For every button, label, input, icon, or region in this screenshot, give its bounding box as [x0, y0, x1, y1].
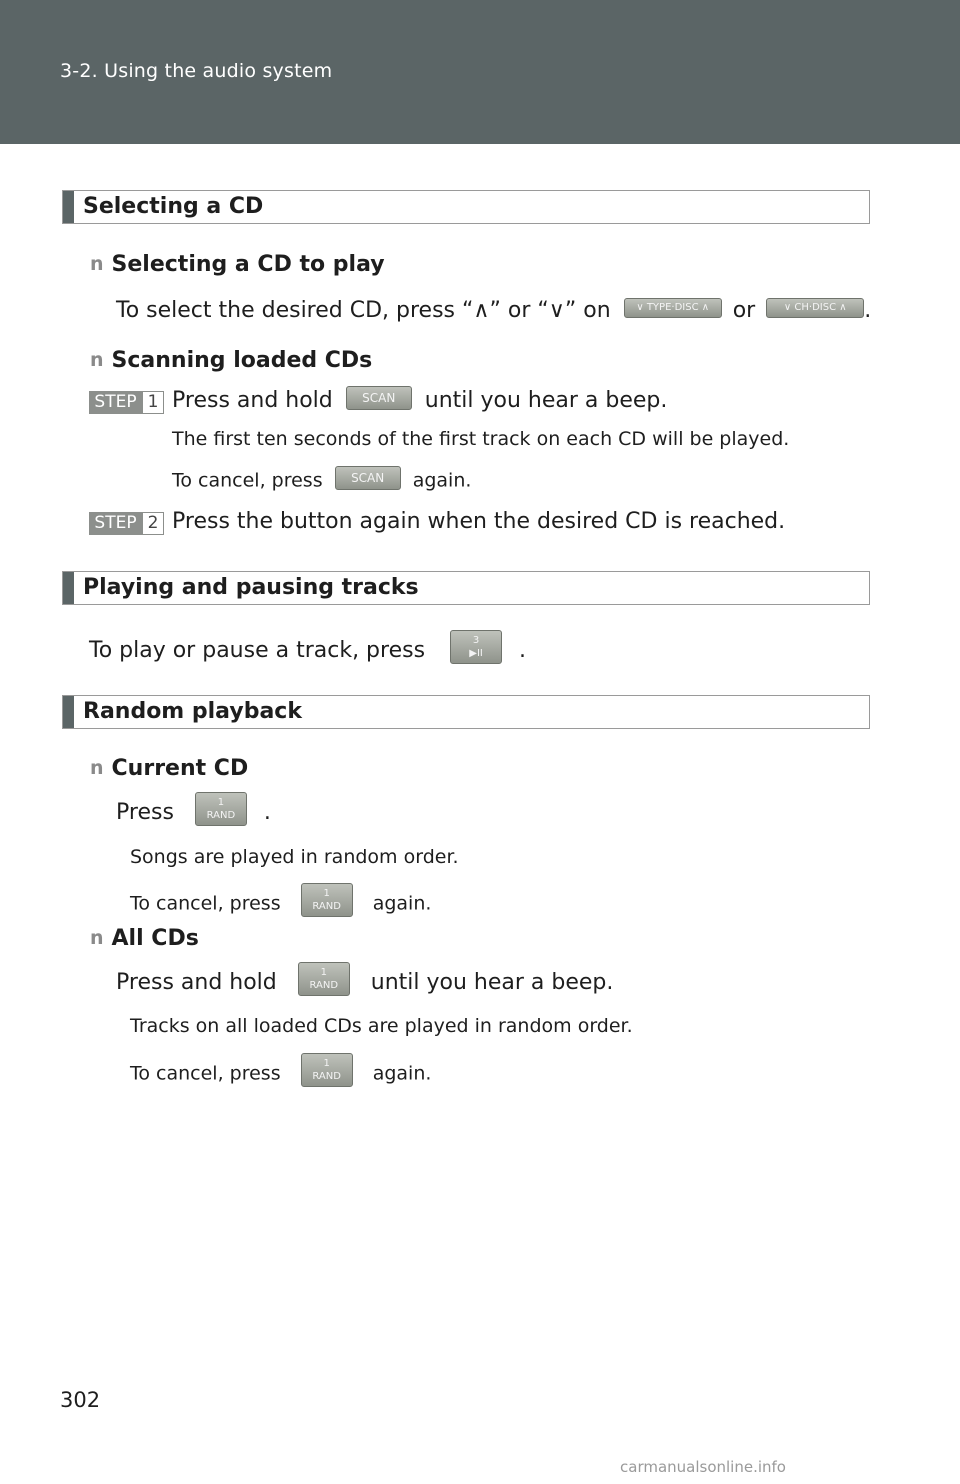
instruction-select-cd: To select the desired CD, press “∧” or “∨” on ∨ TYPE·DISC ∧ or ∨ CH·DISC ∧ . [116, 298, 872, 323]
section-heading: Playing and pausing tracks [83, 575, 419, 600]
current-cd-cancel-note: To cancel, press 1 RAND again. [130, 887, 431, 921]
scan-button-cancel[interactable]: SCAN [335, 466, 401, 490]
current-cd-press: Press 1 RAND . [116, 796, 271, 830]
section-bar-playing [62, 571, 870, 605]
rand-button-hold[interactable]: 1 RAND [298, 962, 350, 996]
step-2-badge: STEP 2 [89, 512, 165, 535]
rand-button-cancel[interactable]: 1 RAND [301, 883, 353, 917]
subheading-all-cds: n All CDs [90, 926, 199, 951]
rand-button-all-cancel[interactable]: 1 RAND [301, 1053, 353, 1087]
subheading-current-cd: n Current CD [90, 756, 249, 781]
subheading-select-cd: n Selecting a CD to play [90, 252, 385, 277]
step-2-text: Press the button again when the desired CD is reached. [172, 509, 786, 534]
section-bar-random [62, 695, 870, 729]
step-1-note: The first ten seconds of the first track on each CD will be played. [172, 428, 790, 450]
section-title: 3-2. Using the audio system [60, 60, 333, 82]
section-bar-selecting [62, 190, 870, 224]
subheading-scanning: n Scanning loaded CDs [90, 348, 373, 373]
footer-watermark: carmanualsonline.info [620, 1458, 786, 1476]
step-1-badge: STEP 1 [89, 391, 165, 414]
play-pause-instruction: To play or pause a track, press 3 ▶II . [89, 634, 526, 668]
rand-button[interactable]: 1 RAND [195, 792, 247, 826]
play-pause-button[interactable]: 3 ▶II [450, 630, 502, 664]
step-1-cancel-note: To cancel, press SCAN again. [172, 469, 471, 493]
scan-button[interactable]: SCAN [346, 386, 412, 410]
type-disc-button[interactable]: ∨ TYPE·DISC ∧ [624, 298, 722, 318]
page-header [0, 0, 960, 144]
section-heading: Selecting a CD [83, 194, 264, 219]
all-cds-note: Tracks on all loaded CDs are played in random order. [130, 1015, 633, 1037]
ch-disc-button[interactable]: ∨ CH·DISC ∧ [766, 298, 864, 318]
section-heading: Random playback [83, 699, 302, 724]
step-1-text: Press and hold SCAN until you hear a beep. [172, 388, 668, 413]
all-cds-cancel-note: To cancel, press 1 RAND again. [130, 1057, 431, 1091]
all-cds-press-hold: Press and hold 1 RAND until you hear a beep. [116, 966, 613, 1000]
page-number: 302 [60, 1388, 101, 1412]
current-cd-note: Songs are played in random order. [130, 846, 459, 868]
